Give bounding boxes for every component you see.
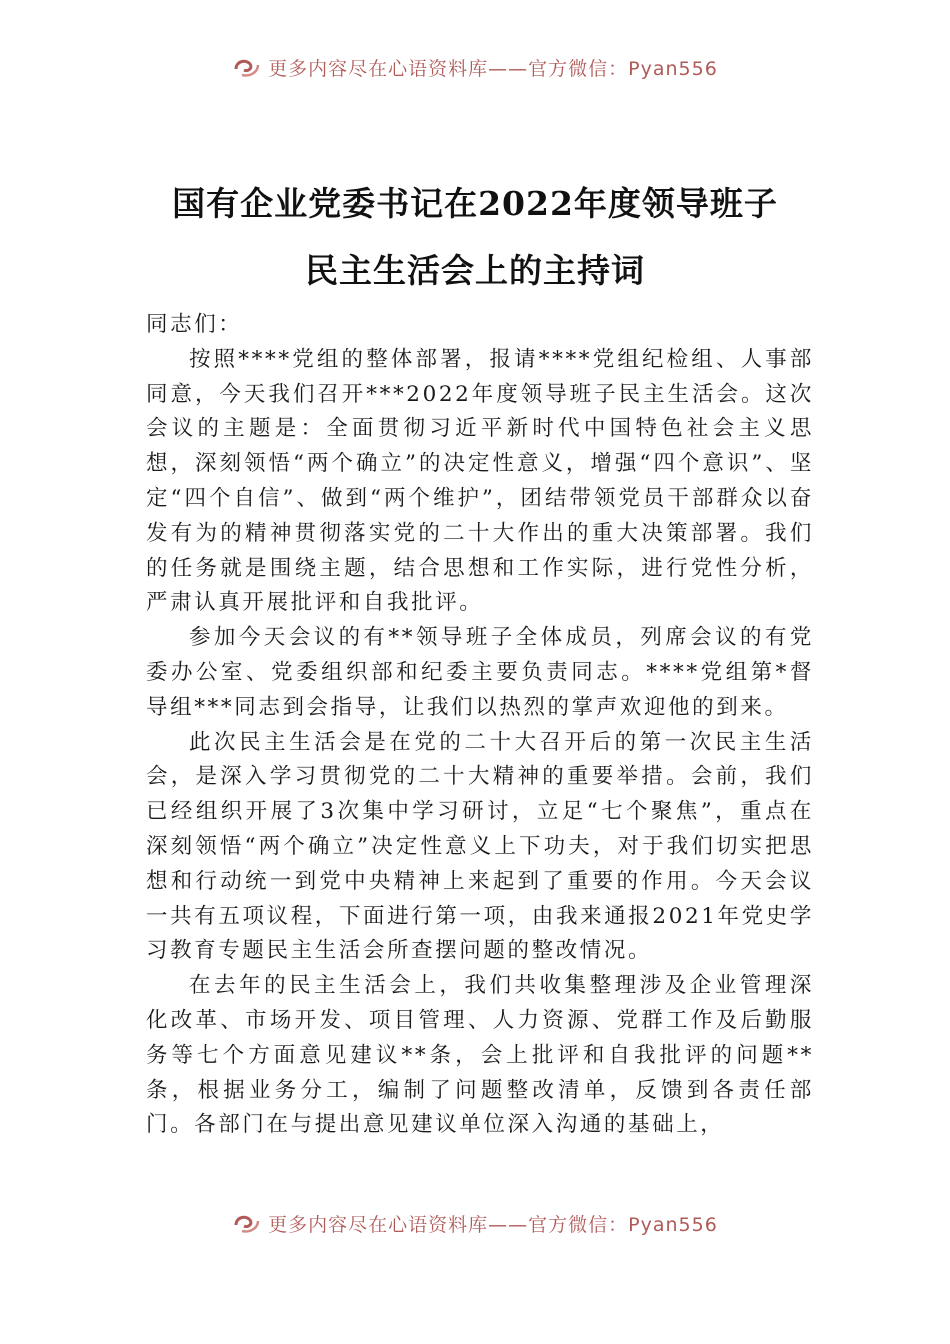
document-title-line1: 国有企业党委书记在2022年度领导班子 bbox=[172, 184, 778, 223]
watermark-text: 更多内容尽在心语资料库——官方微信：Pyan556 bbox=[268, 1213, 718, 1236]
watermark-text: 更多内容尽在心语资料库——官方微信：Pyan556 bbox=[268, 57, 718, 80]
paragraph: 参加今天会议的有**领导班子全体成员，列席会议的有党委办公室、党委组织部和纪委主要负责同志。****党组第*督导组***同志到会指导，让我们以热烈的掌声欢迎他的到来。 bbox=[146, 625, 814, 720]
paragraph: 按照****党组的整体部署，报请****党组纪检组、人事部同意，今天我们召开***2022年度领导班子民主生活会。这次会议的主题是：全面贯彻习近平新时代中国特色社会主义思想，深刻领悟“两个确立”的决定性意义，增强“四个意识”、坚定“四个自信”、做到“两个维护”，团结带领党员干部群众以奋发有为的精神贯彻落实党的二十大作出的重大决策部署。我们的任务就是围绕主题，结合思想和工作实际，进行党性分析，严肃认真开展批评和自我批评。 bbox=[146, 346, 814, 616]
swirl-logo-icon bbox=[232, 1211, 262, 1235]
paragraph: 在去年的民主生活会上，我们共收集整理涉及企业管理深化改革、市场开发、项目管理、人力资源、党群工作及后勤服务等七个方面意见建议**条，会上批评和自我批评的问题**条，根据业务分工，编制了问题整改清单，反馈到各责任部门。各部门在与提出意见建议单位深入沟通的基础上， bbox=[146, 973, 814, 1138]
watermark-bottom bbox=[0, 1208, 950, 1238]
document-body bbox=[146, 308, 814, 1143]
salutation: 同志们： bbox=[146, 312, 243, 337]
swirl-logo-icon bbox=[232, 55, 262, 79]
document-title-line2: 民主生活会上的主持词 bbox=[305, 251, 645, 290]
paragraph: 此次民主生活会是在党的二十大召开后的第一次民主生活会，是深入学习贯彻党的二十大精神的重要举措。会前，我们已经组织开展了3次集中学习研讨，立足“七个聚焦”，重点在深刻领悟“两个确立”决定性意义上下功夫，对于我们切实把思想和行动统一到党中央精神上来起到了重要的作用。今天会议一共有五项议程，下面进行第一项，由我来通报2021年党史学习教育专题民主生活会所查摆问题的整改情况。 bbox=[146, 729, 814, 964]
watermark-top bbox=[0, 52, 950, 82]
